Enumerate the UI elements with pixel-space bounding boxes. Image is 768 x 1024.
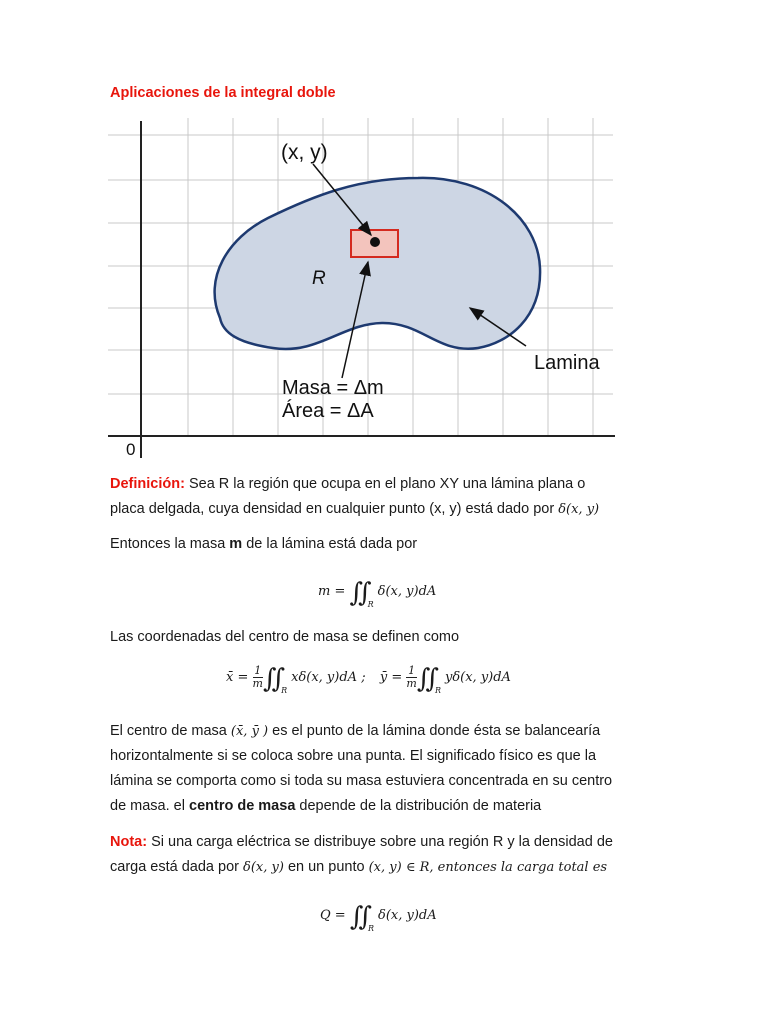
density-symbol: δ(x, y)	[558, 502, 600, 517]
ybar-integrand: yδ(x, y)dA	[444, 670, 511, 685]
mass-intro-text-2: de la lámina está dada por	[242, 536, 418, 552]
definition-text-1: Sea R la región que ocupa en el plano XY una lámina plana o	[188, 476, 586, 492]
center-text: de masa. el	[110, 798, 189, 814]
mass-eq-integrand: δ(x, y)dA	[377, 584, 437, 599]
double-integral-symbol: ∬	[349, 578, 363, 608]
center-text: El centro de masa	[110, 723, 231, 739]
xbar-integrand: xδ(x, y)dA ;	[291, 670, 366, 685]
note-text: Si una carga eléctrica se distribuye sobre una región R y la densidad de	[147, 834, 613, 850]
center-text: depende de la distribución de materia	[295, 798, 542, 814]
frac-numerator: 1	[408, 664, 416, 677]
charge-equation	[320, 902, 437, 933]
mass-label: Masa = Δm	[282, 377, 384, 399]
center-text: lámina se comporta como si toda su masa estuviera concentrada en su centro	[110, 773, 613, 789]
density-symbol: δ(x, y)	[243, 860, 284, 875]
frac-denominator: m	[252, 677, 263, 690]
mass-intro-text: Entonces la masa	[110, 536, 230, 552]
centroid-equation	[226, 664, 511, 695]
mass-intro	[110, 532, 650, 557]
charge-eq-integrand: δ(x, y)dA	[378, 908, 437, 923]
point-xy-dot	[370, 237, 380, 247]
centroid-intro: Las coordenadas del centro de masa se definen como	[110, 629, 460, 645]
center-of-mass-paragraph	[110, 719, 650, 819]
center-text: horizontalmente si se coloca sobre una punta. El significado físico es que la	[110, 748, 597, 764]
centroid-symbol: (x̄, ȳ )	[230, 724, 269, 739]
mass-equation	[318, 578, 436, 609]
xbar-lhs: x̄ =	[226, 670, 253, 685]
definition-label: Definición:	[110, 476, 185, 492]
note-text: en un punto	[283, 859, 369, 875]
center-of-mass-bold: centro de masa	[189, 798, 296, 814]
integral-region: R	[434, 686, 441, 695]
lamina-label: Lamina	[534, 352, 600, 374]
area-label: Área = ΔA	[282, 400, 374, 422]
integral-region: R	[367, 600, 374, 609]
mass-symbol: m	[229, 536, 243, 552]
origin-label: 0	[126, 440, 136, 459]
definition-paragraph	[110, 472, 650, 522]
page-title: Aplicaciones de la integral doble	[110, 85, 336, 101]
ybar-lhs: ȳ =	[379, 670, 407, 685]
one-over-m-x	[253, 665, 263, 690]
note-paragraph	[110, 830, 650, 880]
frac-numerator: 1	[254, 664, 262, 677]
one-over-m-y	[406, 665, 416, 690]
double-integral-symbol: ∬	[262, 664, 277, 694]
frac-denominator: m	[406, 677, 417, 690]
region-r	[215, 178, 540, 349]
region-label: R	[312, 268, 326, 289]
double-integral-symbol: ∬	[416, 664, 430, 694]
center-text: es el punto de la lámina donde ésta se balancearía	[268, 723, 601, 739]
mass-eq-lhs: m =	[318, 584, 350, 599]
note-label: Nota:	[110, 834, 148, 850]
definition-text-2: placa delgada, cuya densidad en cualquier punto (x, y) está dado por	[110, 501, 555, 517]
point-label: (x, y)	[281, 141, 328, 164]
charge-eq-lhs: Q =	[320, 908, 350, 923]
point-in-region-math: (x, y) ∈ R, entonces la carga total es	[368, 860, 608, 875]
lamina-figure	[108, 118, 618, 460]
double-integral-symbol: ∬	[349, 902, 363, 932]
integral-region: R	[281, 686, 288, 695]
note-text: carga está dada por	[110, 859, 244, 875]
integral-region: R	[367, 924, 374, 933]
